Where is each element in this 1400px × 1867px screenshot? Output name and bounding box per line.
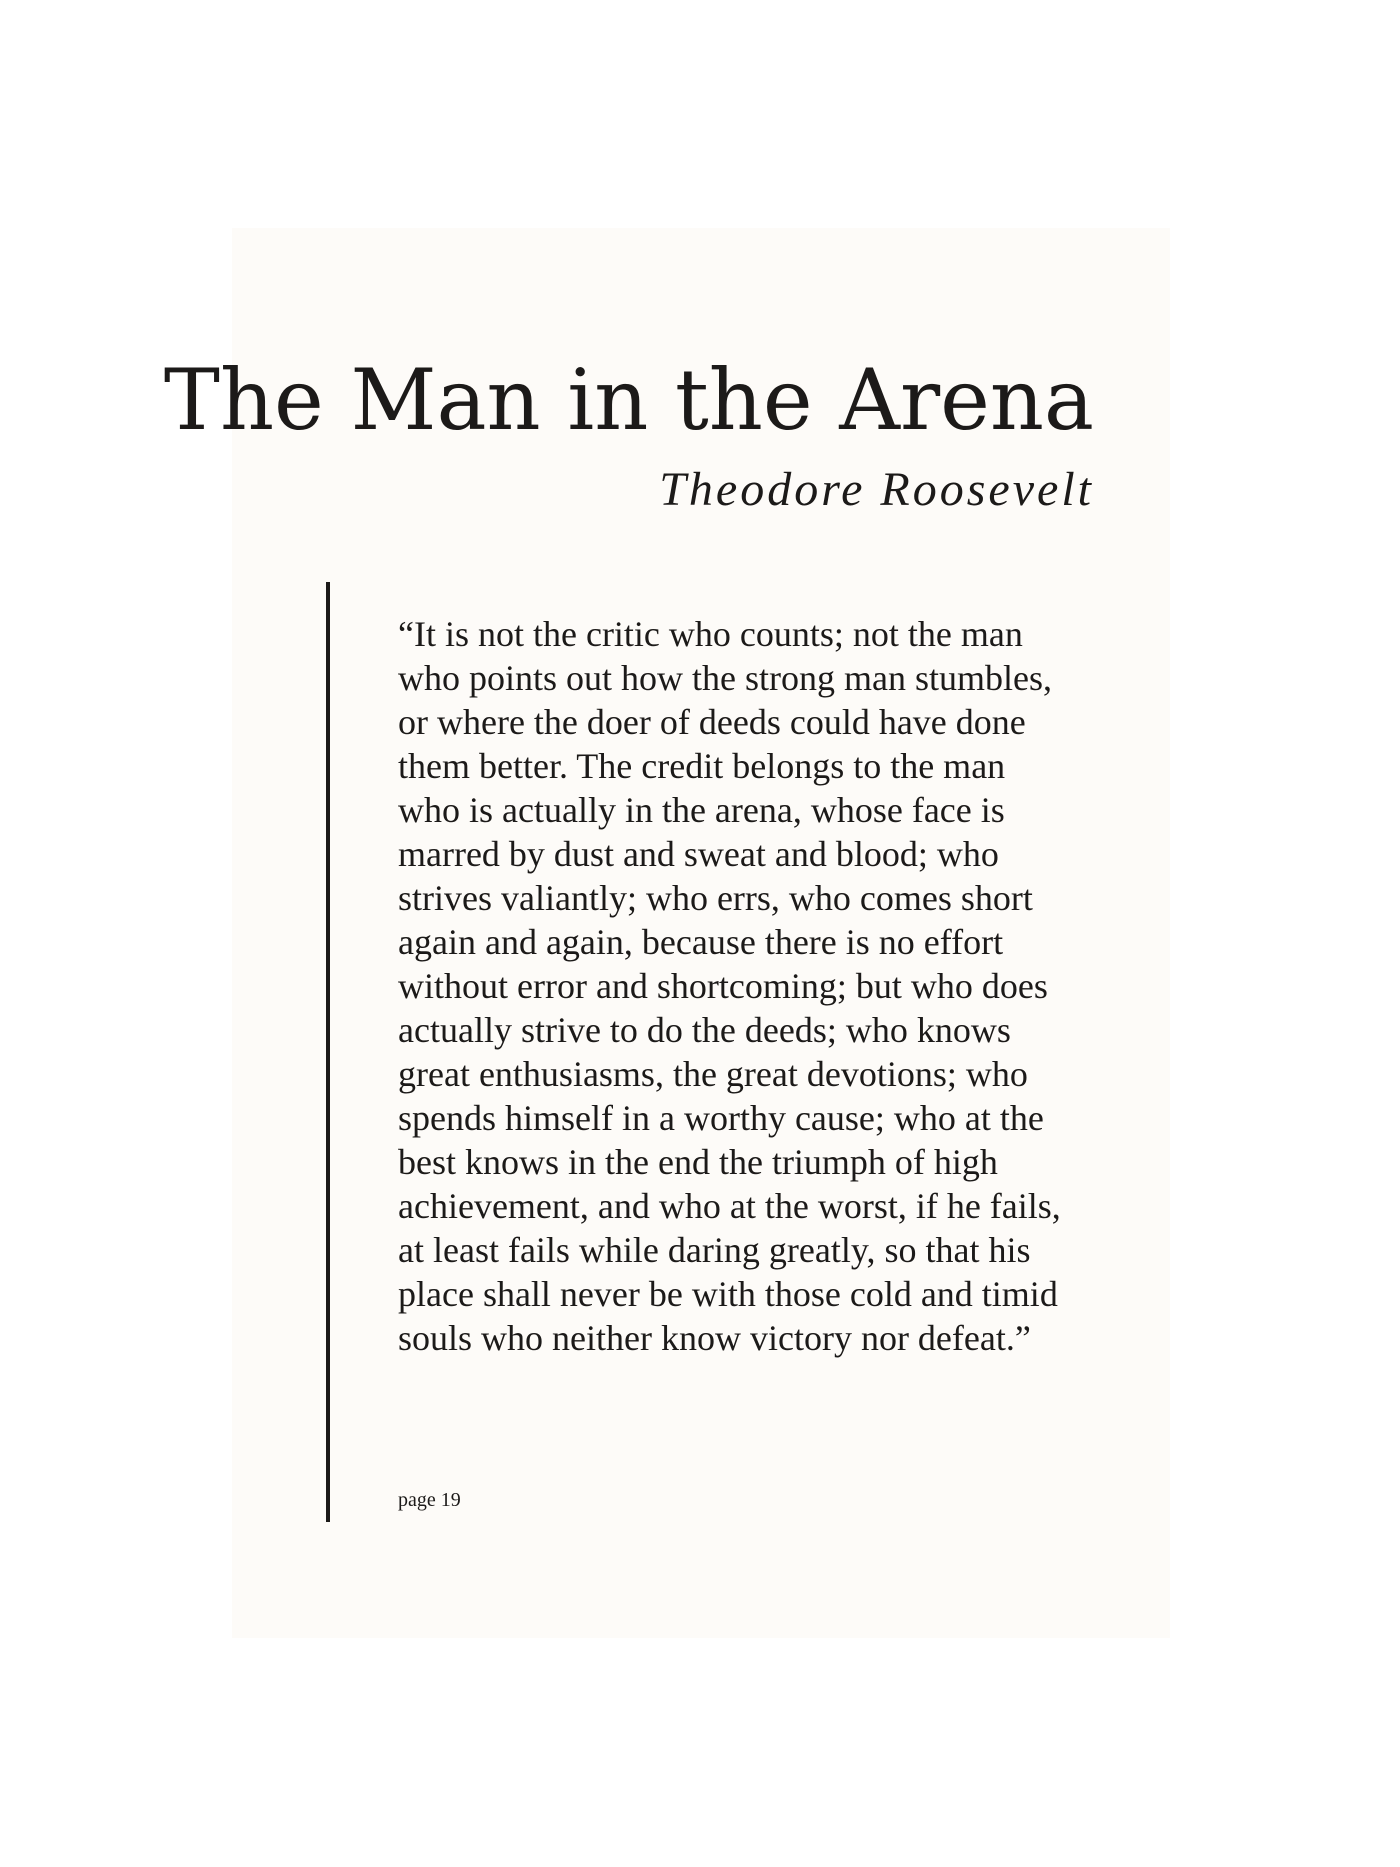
quote-rule: [326, 582, 330, 1522]
quote-block: [398, 612, 1118, 1360]
quote-line: at least fails while daring greatly, so that his: [398, 1230, 1031, 1270]
quote-line: without error and shortcoming; but who does: [398, 966, 1048, 1006]
document-page: [163, 228, 1170, 1638]
quote-line: spends himself in a worthy cause; who at the: [398, 1098, 1044, 1138]
document-title: The Man in the Arena: [163, 351, 1094, 449]
quote-line: souls who neither know victory nor defeat.”: [398, 1318, 1031, 1358]
quote-line: “It is not the critic who counts; not the man: [398, 614, 1023, 654]
quote-line: achievement, and who at the worst, if he fails,: [398, 1186, 1061, 1226]
quote-line: best knows in the end the triumph of high: [398, 1142, 998, 1182]
quote-line: who is actually in the arena, whose face is: [398, 790, 1005, 830]
quote-line: again and again, because there is no effort: [398, 922, 1004, 962]
quote-line: or where the doer of deeds could have done: [398, 702, 1026, 742]
quote-line: marred by dust and sweat and blood; who: [398, 834, 999, 874]
quote-line: place shall never be with those cold and timid: [398, 1274, 1058, 1314]
page-number: page 19: [398, 1489, 461, 1511]
quote-line: great enthusiasms, the great devotions; who: [398, 1054, 1028, 1094]
quote-line: who points out how the strong man stumbles,: [398, 658, 1052, 698]
quote-line: actually strive to do the deeds; who knows: [398, 1010, 1011, 1050]
quote-line: them better. The credit belongs to the man: [398, 746, 1006, 786]
author-name: Theodore Roosevelt: [659, 463, 1094, 516]
quote-line: strives valiantly; who errs, who comes short: [398, 878, 1033, 918]
